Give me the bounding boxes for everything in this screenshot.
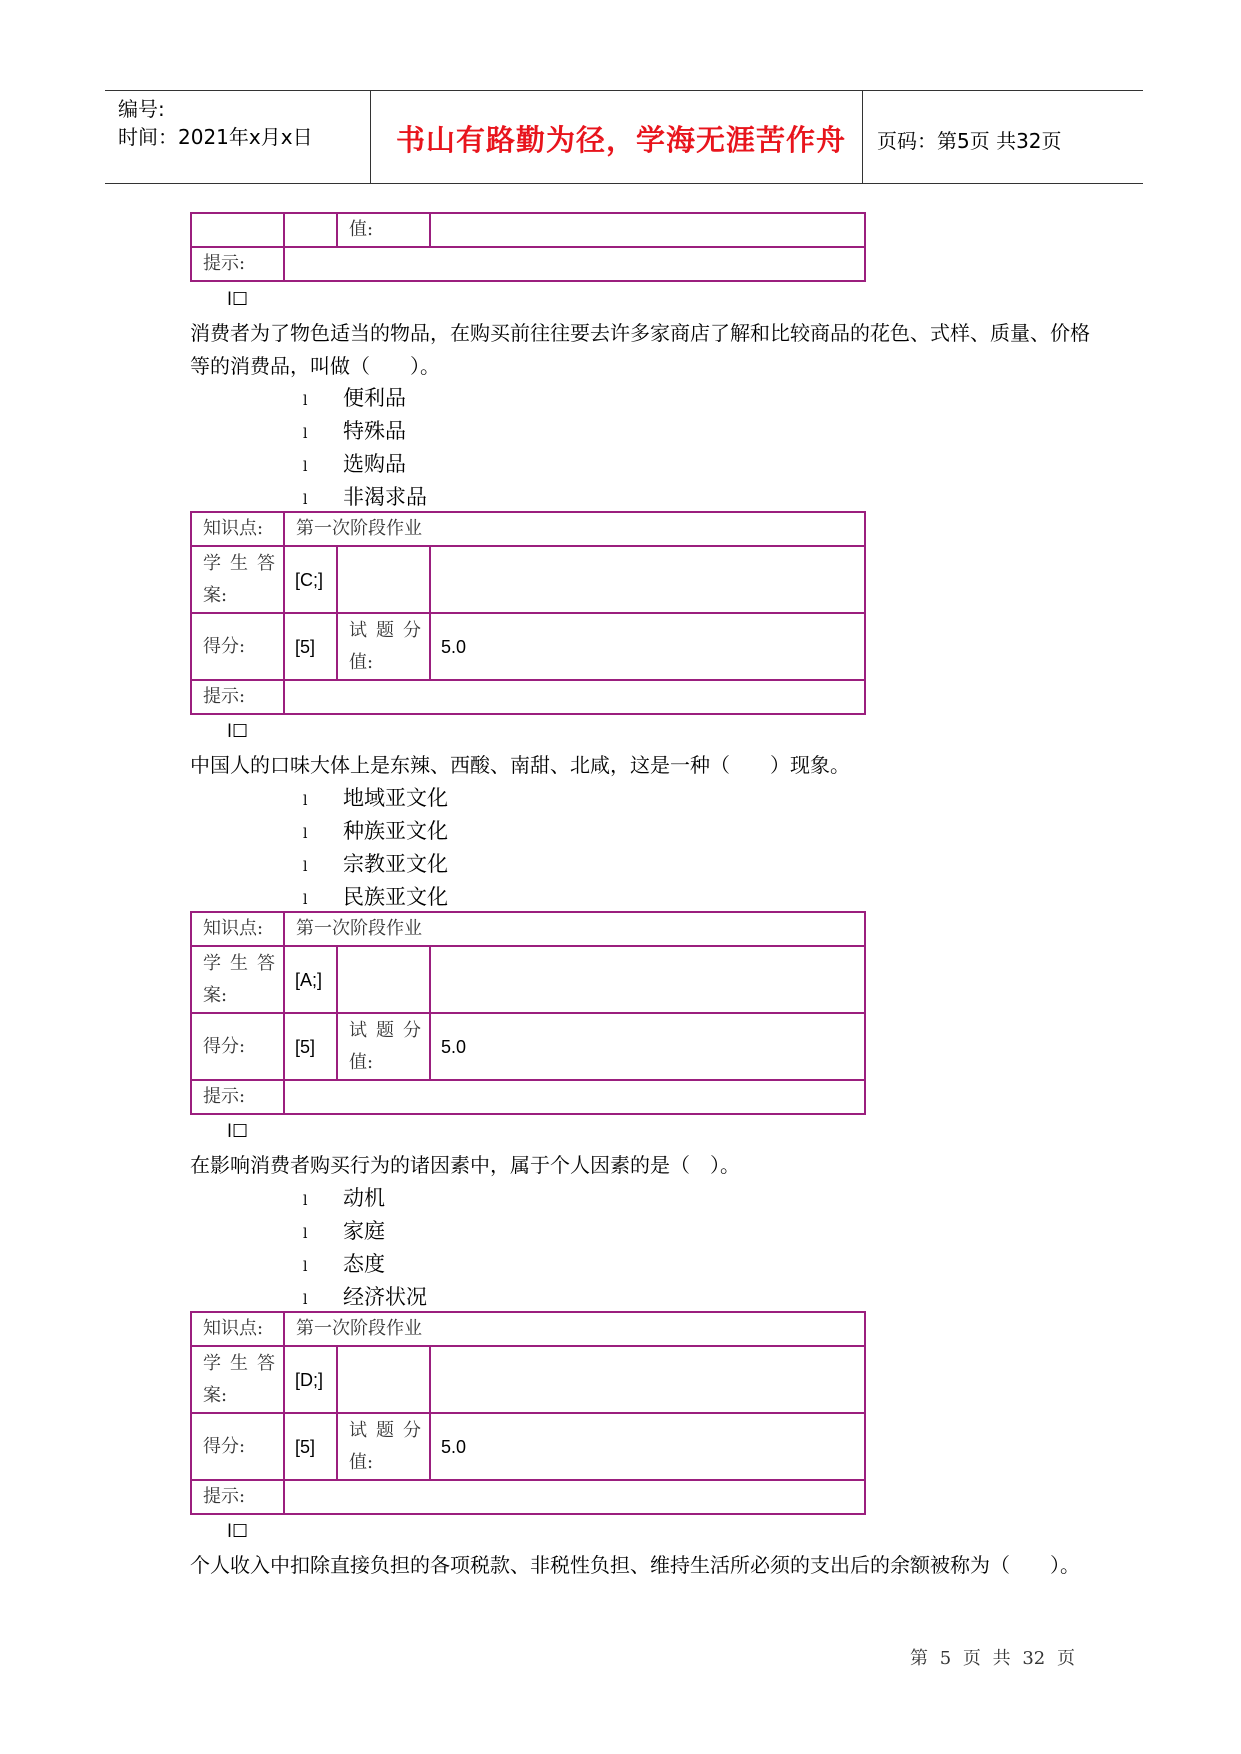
question-3-option [303,1215,385,1245]
question-1-table [190,511,866,715]
table-cell [337,946,430,1013]
question-3-text: 在影响消费者购买行为的诸因素中，属于个人因素的是（ ）。 [190,1153,740,1177]
bullet: l [303,1226,308,1242]
question-2-option [303,848,448,878]
score-value: [5] [284,1413,337,1480]
table-row [191,1312,865,1346]
bullet: l [303,892,308,908]
student-answer-value: [A;] [284,946,337,1013]
table-row [191,912,865,946]
table-row [191,1013,865,1080]
question-3-option [303,1182,385,1212]
question-marker: l☐ [227,1121,249,1142]
table-cell [191,213,284,247]
score-label: 得分: [191,613,284,680]
table-row [191,613,865,680]
bullet: l [303,492,308,508]
bullet: l [303,393,308,409]
label-line: 试 题 分 [349,1019,421,1041]
table-row [191,512,865,546]
table-row [191,1346,865,1413]
score-label: 得分: [191,1413,284,1480]
table-row [191,213,865,247]
label-line: 试 题 分 [349,1419,421,1441]
table-row [191,247,865,281]
hint-value [284,1480,865,1514]
header-page-label: 页码：第5页 共32页 [877,129,1062,153]
label-line: 试 题 分 [349,619,421,641]
hint-label: 提示: [191,680,284,714]
table-cell [284,213,337,247]
bullet: l [303,426,308,442]
table-cell [430,946,865,1013]
label-line: 学 生 答 [203,1352,275,1374]
option-label: 动机 [343,1186,385,1210]
bullet: l [303,1193,308,1209]
question-1-option [303,448,406,478]
header-divider-right [862,90,863,183]
student-answer-label [191,946,284,1013]
option-label: 经济状况 [343,1285,427,1309]
question-3-option [303,1281,427,1311]
question-2-option [303,815,448,845]
knowledge-value: 第一次阶段作业 [284,512,865,546]
option-label: 特殊品 [343,419,406,443]
knowledge-label: 知识点: [191,1312,284,1346]
option-label: 态度 [343,1252,385,1276]
page-footer: 第 5 页 共 32 页 [910,1648,1075,1669]
table-row [191,1480,865,1514]
option-label: 地域亚文化 [343,786,448,810]
score-value: [5] [284,613,337,680]
table-row [191,546,865,613]
option-label: 种族亚文化 [343,819,448,843]
question-3-option [303,1248,385,1278]
label-line: 案: [203,584,228,606]
table-row [191,1080,865,1114]
header-time-label: 时间：2021年x月x日 [118,125,313,149]
question-marker: l☐ [227,1521,249,1542]
hint-label: 提示: [191,247,284,281]
bullet: l [303,826,308,842]
header-bottom-rule [105,183,1143,184]
question-score-label: 值: [337,213,430,247]
question-score-label [337,1413,430,1480]
table-cell [430,213,865,247]
question-score-label [337,1013,430,1080]
option-label: 便利品 [343,386,406,410]
question-2-table [190,911,866,1115]
knowledge-label: 知识点: [191,512,284,546]
student-answer-label [191,546,284,613]
hint-label: 提示: [191,1080,284,1114]
header-top-rule [105,90,1143,91]
question-3-table [190,1311,866,1515]
question-2-text: 中国人的口味大体上是东辣、西酸、南甜、北咸，这是一种（ ）现象。 [190,753,850,777]
question-score-value: 5.0 [430,1413,865,1480]
knowledge-value: 第一次阶段作业 [284,912,865,946]
table-cell [430,1346,865,1413]
table-cell [337,1346,430,1413]
option-label: 宗教亚文化 [343,852,448,876]
question-1-option [303,415,406,445]
question-1-option [303,481,427,511]
header-motto: 书山有路勤为径，学海无涯苦作舟 [396,123,847,157]
score-value: [5] [284,1013,337,1080]
hint-value [284,680,865,714]
question-score-value: 5.0 [430,613,865,680]
table-cell [337,546,430,613]
header-number-label: 编号: [118,97,165,121]
table-row [191,946,865,1013]
question-score-value: 5.0 [430,1013,865,1080]
header-divider-left [370,90,371,183]
label-line: 案: [203,1384,228,1406]
student-answer-value: [C;] [284,546,337,613]
hint-value [284,1080,865,1114]
table-row [191,680,865,714]
student-answer-label [191,1346,284,1413]
knowledge-value: 第一次阶段作业 [284,1312,865,1346]
knowledge-label: 知识点: [191,912,284,946]
question-marker: l☐ [227,721,249,742]
label-line: 值: [349,1451,374,1473]
label-line: 案: [203,984,228,1006]
label-line: 学 生 答 [203,552,275,574]
question-1-text: 消费者为了物色适当的物品，在购买前往往要去许多家商店了解和比较商品的花色、式样、质量、价格等的消费品，叫做（ ）。 [190,321,1090,378]
prev-question-table [190,212,866,282]
question-2-option [303,782,448,812]
option-label: 非渴求品 [343,485,427,509]
score-label: 得分: [191,1013,284,1080]
bullet: l [303,793,308,809]
option-label: 民族亚文化 [343,885,448,909]
question-marker: l☐ [227,289,249,310]
table-row [191,1413,865,1480]
hint-label: 提示: [191,1480,284,1514]
bullet: l [303,459,308,475]
bullet: l [303,1292,308,1308]
table-cell [430,546,865,613]
option-label: 家庭 [343,1219,385,1243]
option-label: 选购品 [343,452,406,476]
label-line: 值: [349,1051,374,1073]
question-score-label [337,613,430,680]
question-4-text: 个人收入中扣除直接负担的各项税款、非税性负担、维持生活所必须的支出后的余额被称为（ ）。 [190,1553,1080,1577]
student-answer-value: [D;] [284,1346,337,1413]
bullet: l [303,1259,308,1275]
bullet: l [303,859,308,875]
question-1-option [303,382,406,412]
label-line: 值: [349,651,374,673]
question-2-option [303,881,448,911]
label-line: 学 生 答 [203,952,275,974]
hint-value [284,247,865,281]
